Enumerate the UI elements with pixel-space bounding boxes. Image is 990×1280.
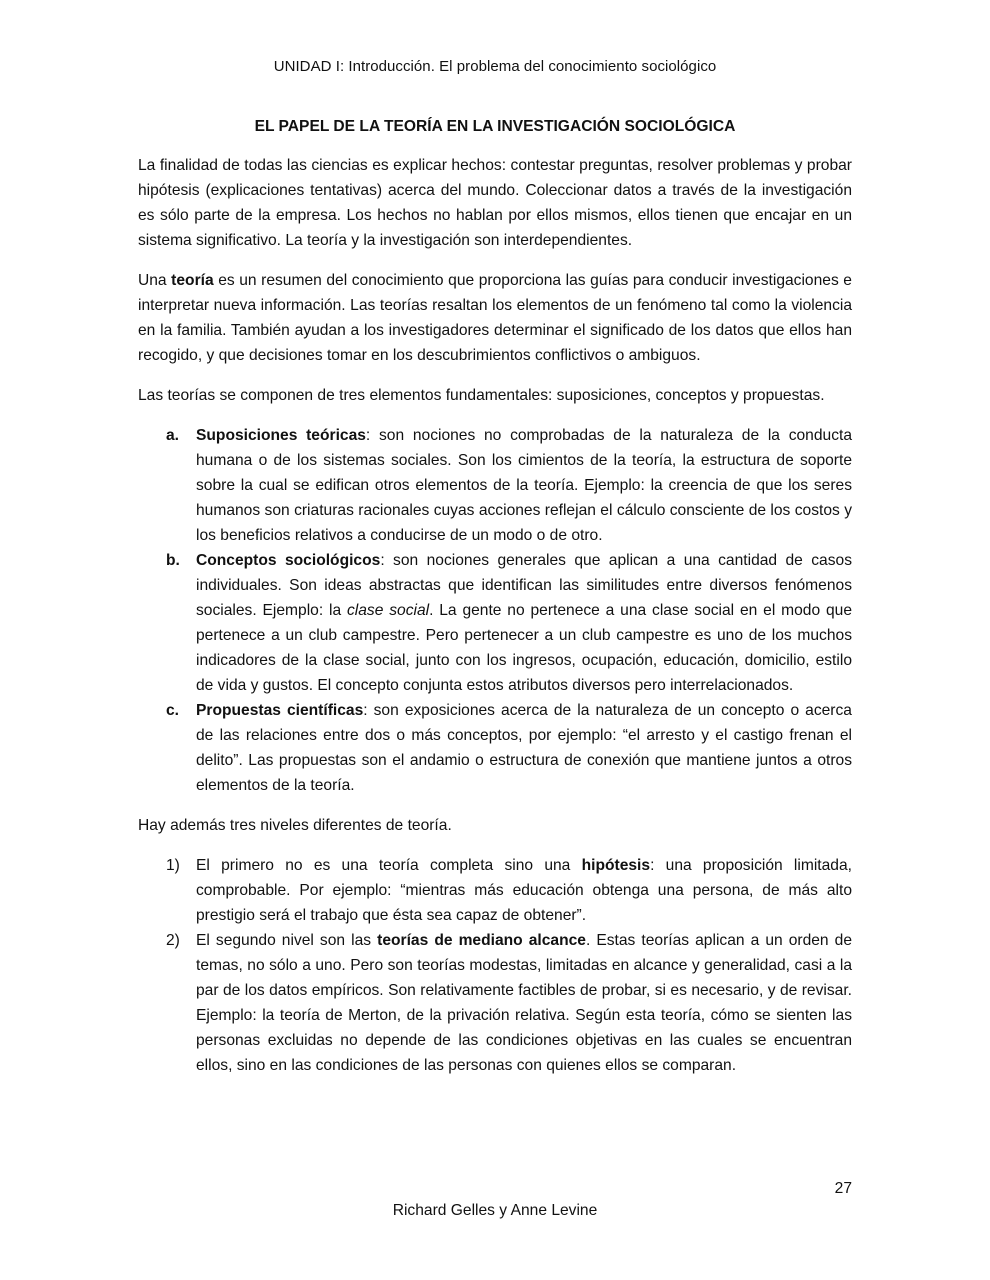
- paragraph-levels-intro: Hay además tres niveles diferentes de teoría.: [138, 817, 452, 834]
- text: : son nociones no comprobadas de la naturaleza de la conducta humana o de los sistemas sociales. Son los cimientos de la teoría, la estructura de soporte sobre la cual se edifican otros elementos de la teoría. Ejemplo: la creencia de que los seres humanos son criaturas racionales cuyas acciones reflejan el cálculo consciente de los costos y los beneficios relativos a conducirse de un modo o de otro.: [196, 427, 852, 544]
- page-number: 27: [834, 1180, 852, 1197]
- list-item-c: [138, 698, 852, 798]
- text: : una proposición limitada, comprobable. Por ejemplo: “mientras más educación obtenga una persona, de más alto prestigio será el trabajo que ésta sea capaz de obtener”.: [196, 857, 852, 924]
- paragraph-intro: La finalidad de todas las ciencias es explicar hechos: contestar preguntas, resolver problemas y probar hipótesis (explicaciones tentativas) acerca del mundo. Coleccionar datos a través de la investigación es sólo parte de la empresa. Los hechos no hablan por ellos mismos, ellos tienen que encajar en un sistema significativo. La teoría y la investigación son interdependientes.: [138, 157, 852, 249]
- list-marker: 2): [166, 932, 180, 949]
- paragraph-theory-definition: [138, 268, 852, 368]
- text: es un resumen del conocimiento que proporciona las guías para conducir investigaciones e interpretar nueva información. Las teorías resaltan los elementos de un fenómeno tal como la violencia en la familia. También ayudan a los investigadores determinar el significado de los datos que ellos han recogido, y que decisiones tomar en los descubrimientos conflictivos o ambiguos.: [138, 272, 852, 364]
- running-header: UNIDAD I: Introducción. El problema del conocimiento sociológico: [273, 58, 717, 75]
- text: . La gente no pertenece a una clase social en el modo que pertenece a un club campestre. Pero pertenecer a un club campestre es uno de los muchos indicadores de la clase social, junto con los ingresos, ocupación, educación, domicilio, estilo de vida y gustos. El concepto conjunta estos atributos diversos pero interrelacionados.: [196, 602, 852, 694]
- elements-list: [138, 423, 852, 798]
- bold-term: Suposiciones teóricas: [196, 427, 366, 444]
- text: : son nociones generales que aplican a una cantidad de casos individuales. Son ideas abstractas que identifican las similitudes entre diversos fenómenos sociales. Ejemplo: la: [196, 552, 852, 619]
- running-footer: Richard Gelles y Anne Levine: [392, 1202, 598, 1219]
- paragraph-elements-intro: Las teorías se componen de tres elementos fundamentales: suposiciones, conceptos y propuestas.: [138, 387, 825, 404]
- list-item-b: [138, 548, 852, 698]
- text: El primero no es una teoría completa sino una: [196, 857, 582, 874]
- bold-term-teoria: teoría: [171, 272, 214, 289]
- section-title: EL PAPEL DE LA TEORÍA EN LA INVESTIGACIÓN SOCIOLÓGICA: [254, 118, 736, 135]
- list-marker: a.: [166, 427, 180, 444]
- list-item-a: [138, 423, 852, 548]
- text: Una: [138, 272, 172, 289]
- bold-term: Conceptos sociológicos: [196, 552, 381, 569]
- list-marker: 1): [166, 857, 180, 874]
- list-marker: c.: [166, 702, 180, 719]
- bold-term: Propuestas científicas: [196, 702, 364, 719]
- list-item-1: [138, 853, 852, 928]
- text: . Estas teorías aplican a un orden de temas, no sólo a uno. Pero son teorías modestas, limitadas en alcance y generalidad, casi a la par de los datos empíricos. Son relativamente factibles de probar, si es necesario, y de revisar. Ejemplo: la teoría de Merton, de la privación relativa. Según esta teoría, cómo se sienten las personas excluidas no depende de las condiciones objetivas en las cuales se encuentran ellos, sino en las condiciones de las personas con quienes ellos se comparan.: [196, 932, 853, 1074]
- levels-list: [138, 853, 852, 1078]
- bold-term: hipótesis: [581, 857, 651, 874]
- page-content: [138, 116, 852, 1093]
- text: : son exposiciones acerca de la naturaleza de un concepto o acerca de las relaciones entre dos o más conceptos, por ejemplo: “el arresto y el castigo frenan el delito”. Las propuestas son el andamio o estructura de conexión que mantiene juntos a otros elementos de la teoría.: [196, 702, 852, 794]
- text: El segundo nivel son las: [196, 932, 378, 949]
- bold-term: teorías de mediano alcance: [377, 932, 586, 949]
- list-marker: b.: [166, 552, 180, 569]
- italic-term: clase social: [346, 602, 430, 619]
- list-item-2: [138, 928, 852, 1078]
